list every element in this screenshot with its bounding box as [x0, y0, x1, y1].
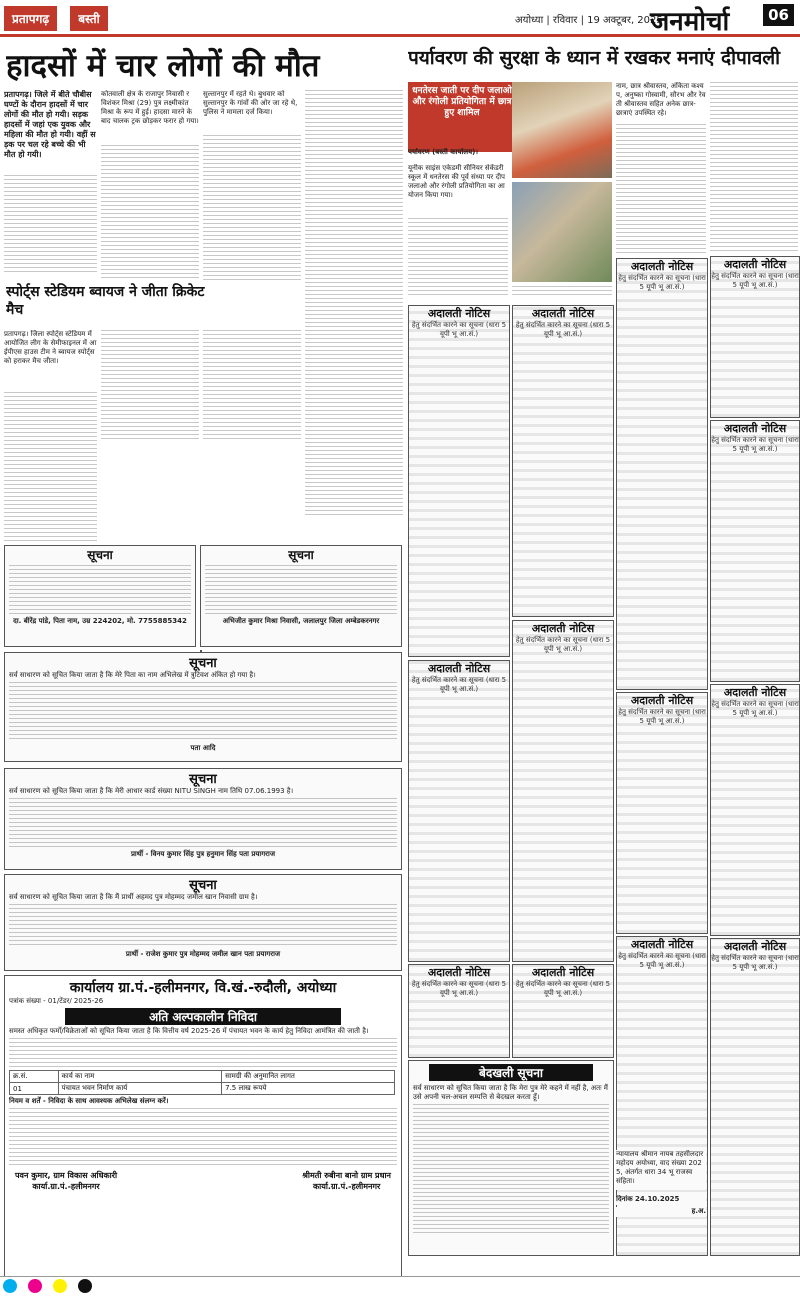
- story-diwali-right-body: [616, 124, 706, 254]
- tender-row-sn: 01: [10, 1083, 59, 1095]
- story-cricket-body-2: [101, 330, 199, 440]
- court-notice-13-title: अदालती नोटिस: [427, 966, 491, 979]
- court-notice-1-sub: हेतु संदर्भित कारने का सूचना (धारा 5 यूपी भू आ.सं.): [411, 321, 507, 338]
- tender-sig-secretary-office: कार्या.ग्रा.पं.-हलीमनगर: [32, 1182, 100, 1191]
- court-notice-12: [512, 964, 614, 1058]
- story-headline-cricket: स्पोर्ट्स स्टेडियम ब्वायज ने जीता क्रिकेट मैच: [6, 284, 205, 318]
- story-cricket-text: प्रतापगढ़। जिला स्पोर्ट्स स्टेडियम में आयोजित लीग के सेमीफाइनल में आईपीएस हाउस टीम ने ब्वायज स्पोर्ट्स को हराकर मैच जीता।: [4, 330, 97, 365]
- court-notice-date: दिनांक 24.10.2025: [616, 1195, 706, 1205]
- newspaper-logo: जनमोर्चा: [650, 7, 730, 34]
- wide-notice-1-title: सूचना: [189, 656, 217, 671]
- story-column-3: सुल्तानपुर में रहते थे। बुधवार को सुल्तानपुर के गांवों की ओर जा रहे थे, पुलिस ने मामला दर्ज किया।: [203, 90, 298, 116]
- tender-body: समस्त अधिकृत फर्मों/विक्रेताओं को सूचित किया जाता है कि वित्तीय वर्ष 2025-26 में पंचायत भवन के कार्य हेतु निविदा आमंत्रित की जाती है।: [9, 1027, 369, 1035]
- court-notice-8-title: अदालती नोटिस: [630, 694, 694, 707]
- court-notice-9-title: अदालती नोटिस: [723, 686, 787, 699]
- tender-row-work: पंचायत भवन निर्माण कार्य: [58, 1083, 222, 1095]
- tender-body-fill: [9, 1038, 397, 1068]
- eviction-title: बेदखली सूचना: [429, 1064, 593, 1081]
- story-diwali-right-text: नाम, छात्र श्रीवास्तव, अंकिता कश्यप, अनुष्का गोस्वामी, सौरभ और रेवती श्रीवास्तव सहित अनेक छात्र-छात्राएं उपस्थित रहे।: [616, 82, 706, 117]
- notice-title-right: सूचना: [288, 548, 314, 562]
- story-diwali-ribbon: धनतेरस जाती पर दीप जलाओ और रंगोली प्रतियोगिता में छात्र हुए शामिल: [408, 82, 516, 152]
- story-diwali-byline: पर्यावरण (बस्ती कार्यालय)।: [408, 148, 478, 156]
- eviction-text: सर्व साधारण को सूचित किया जाता है कि मेरा पुत्र मेरे कहने में नहीं है, अतः मैं उसे अपनी चल-अचल सम्पत्ति से बेदखल करता हूँ।: [413, 1084, 608, 1101]
- court-notice-4: [710, 256, 800, 418]
- wide-notice-1-text: सर्व साधारण को सूचित किया जाता है कि मेरे पिता का नाम अभिलेख में त्रुटिवश अंकित हो गया है।: [9, 671, 256, 679]
- story-diwali-body-2: [512, 286, 612, 298]
- story-column-1: प्रतापगढ़। जिले में बीते चौबीस घण्टों के दौरान हादसों में चार लोगों की मौत हो गयी। सड़क हादसों में जहां एक युवक और महिला की मौत हो गयी। वहीं सड़क पर चल रहे बच्चे की भी मौत हो गयी।: [4, 90, 96, 159]
- court-notice-11-title: अदालती नोटिस: [723, 940, 787, 953]
- tender-col-sn: क्र.सं.: [10, 1071, 59, 1083]
- tender-sig-secretary: पवन कुमार, ग्राम विकास अधिकारी: [15, 1171, 118, 1180]
- story-column-2-body: [101, 145, 199, 280]
- eviction-body: [413, 1104, 609, 1234]
- header-rule: [0, 34, 800, 37]
- story-headline-accidents: हादसों में चार लोगों की मौत: [6, 48, 320, 84]
- notice-box-left: [4, 545, 196, 647]
- court-notice-1: [408, 305, 510, 657]
- court-notice-4-title: अदालती नोटिस: [723, 258, 787, 271]
- story-cricket-body: [4, 392, 97, 542]
- tender-rules-fill: [9, 1108, 397, 1168]
- masthead: [405, 0, 800, 34]
- wide-notice-1-body: [9, 682, 397, 742]
- court-notice-13: [408, 964, 510, 1058]
- court-notice-6: [408, 660, 510, 962]
- cyan-mark-icon: [3, 1279, 17, 1293]
- court-notice-1-title: अदालती नोटिस: [427, 307, 491, 320]
- court-notice-12-title: अदालती नोटिस: [531, 966, 595, 979]
- wide-notice-1-sig: पता आदि: [190, 744, 216, 752]
- story-diwali-body: [408, 218, 508, 298]
- notice-box-right: [200, 545, 402, 647]
- court-notice-7-title: अदालती नोटिस: [531, 622, 595, 635]
- court-notice-5-sub: हेतु संदर्भित कारने का सूचना (धारा 5 यूपी भू आ.सं.): [711, 436, 799, 453]
- court-notice-9-sub: हेतु संदर्भित कारने का सूचना (धारा 5 यूपी भू आ.सं.): [711, 700, 799, 717]
- magenta-mark-icon: [28, 1279, 42, 1293]
- wide-notice-3-body: [9, 904, 397, 948]
- section-tag-pratapgarh: प्रतापगढ़: [4, 6, 57, 31]
- story-column-2: कोतवाली क्षेत्र के राजापुर निवासी रविशंकर मिश्रा (29) पुत्र लक्ष्मीकांत मिश्रा के रूप में हुई। हादसा मारने के बाद चालक ट्रक छोड़कर फरार हो गया।: [101, 90, 199, 125]
- wide-notice-3-text: सर्व साधारण को सूचित किया जाता है कि मैं प्रार्थी अहमद पुत्र मोहम्मद जमील खान निवासी ग्राम है।: [9, 893, 258, 901]
- tender-sig-pradhan-office: कार्या.ग्रा.पं.-हलीमनगर: [313, 1182, 381, 1191]
- tender-ref: पत्रांक संख्या - 01/टेंडर/ 2025-26: [9, 997, 104, 1005]
- court-notice-8-sub: हेतु संदर्भित कारने का सूचना (धारा 5 यूपी भू आ.सं.): [618, 708, 706, 725]
- tender-col-material: सामग्री की अनुमानित लागत: [222, 1071, 395, 1083]
- court-notice-5: [710, 420, 800, 682]
- tender-rules: नियम व शर्तें - निविदा के साथ आवश्यक अभिलेख संलग्न करें।: [9, 1097, 169, 1105]
- wide-notice-2-body: [9, 798, 397, 848]
- wide-notice-2: [4, 768, 402, 870]
- tender-table: [9, 1070, 395, 1095]
- story-column-1-body: [4, 175, 97, 275]
- tender-title: अति अल्पकालीन निविदा: [65, 1008, 341, 1025]
- tender-notice: [4, 975, 402, 1277]
- court-notice-7: [512, 620, 614, 962]
- tender-col-work: कार्य का नाम: [58, 1071, 222, 1083]
- tender-office: कार्यालय ग्रा.पं.-हलीमनगर, वि.खं.-रुदौली, अयोध्या: [69, 980, 337, 996]
- court-notice-2-title: अदालती नोटिस: [531, 307, 595, 320]
- court-notice-5-title: अदालती नोटिस: [723, 422, 787, 435]
- court-notice-13-sub: हेतु संदर्भित कारने का सूचना (धारा 5 यूपी भू आ.सं.): [411, 980, 507, 997]
- story-diwali-right-body-2: [710, 82, 798, 252]
- tender-row-amount: 7.5 लाख रूपये: [222, 1083, 395, 1095]
- wide-notice-3-title: सूचना: [189, 878, 217, 893]
- eviction-notice: [408, 1060, 614, 1256]
- tender-sig-pradhan: श्रीमती रुबीना बानो ग्राम प्रधान: [302, 1171, 391, 1180]
- court-notice-11-sub: हेतु संदर्भित कारने का सूचना (धारा 5 यूपी भू आ.सं.): [711, 954, 799, 971]
- section-header-left: [0, 0, 405, 34]
- story-diwali-text: यूनीक साइंस एकेडमी सीनियर सेकेंडरी स्कूल में धनतेरस की पूर्व संध्या पर दीप जलाओ और रंगोली प्रतियोगिता का आयोजन किया गया।: [408, 164, 506, 199]
- dateline: अयोध्या | रविवार | 19 अक्टूबर, 2025: [515, 15, 663, 26]
- page-number: 06: [763, 4, 794, 26]
- court-notice-body-sample: न्यायालय श्रीमान नायब तहसीलदार महोदय अयोध्या, वाद संख्या 2025, अंतर्गत धारा 34 भू राजस्व संहिता।: [616, 1150, 706, 1190]
- court-notice-2-sub: हेतु संदर्भित कारने का सूचना (धारा 5 यूपी भू आ.सं.): [515, 321, 611, 338]
- court-notice-6-title: अदालती नोटिस: [427, 662, 491, 675]
- wide-notice-2-text: सर्व साधारण को सूचित किया जाता है कि मेरी आधार कार्ड संख्या NITU SINGH नाम तिथि 07.06.1993 है।: [9, 787, 294, 795]
- court-notice-sign: ह.अ.: [616, 1207, 706, 1217]
- wide-notice-3: [4, 874, 402, 971]
- black-mark-icon: [78, 1279, 92, 1293]
- section-tag-basti: बस्ती: [70, 6, 107, 31]
- wide-notice-2-sig: प्रार्थी - विनय कुमार सिंह पुत्र हनुमान सिंह पता प्रयागराज: [130, 850, 276, 858]
- story-headline-diwali: पर्यावरण की सुरक्षा के ध्यान में रखकर मनाएं दीपावली: [408, 47, 781, 69]
- yellow-mark-icon: [53, 1279, 67, 1293]
- wide-notice-2-title: सूचना: [189, 772, 217, 787]
- story-column-4-body: [305, 90, 403, 515]
- court-notice-8: [616, 692, 708, 934]
- court-notice-10-sub: हेतु संदर्भित कारने का सूचना (धारा 5 यूपी भू आ.सं.): [618, 952, 706, 969]
- students-diya-photo: [512, 82, 612, 178]
- court-notice-3-title: अदालती नोटिस: [630, 260, 694, 273]
- court-notice-9: [710, 684, 800, 936]
- court-notice-4-sub: हेतु संदर्भित कारने का सूचना (धारा 5 यूपी भू आ.सं.): [711, 272, 799, 289]
- court-notice-7-sub: हेतु संदर्भित कारने का सूचना (धारा 5 यूपी भू आ.सं.): [515, 636, 611, 653]
- notice-left-signature: दा. बीरेंद्र पांडे, पिता नाम, उम्र 224202, मो. 7755885342: [13, 617, 187, 625]
- court-notice-11: [710, 938, 800, 1256]
- notice-title-left: सूचना: [87, 548, 113, 562]
- print-registration-strip: [0, 1276, 800, 1296]
- rangoli-photo: [512, 182, 612, 282]
- court-notice-10-title: अदालती नोटिस: [630, 938, 694, 951]
- notice-right-signature: अभिजीत कुमार मिश्रा निवासी, जलालपुर जिला अम्बेडकरनगर: [222, 617, 380, 625]
- notice-left-body: [9, 565, 191, 615]
- story-column-3-body: [203, 135, 301, 280]
- court-notice-12-sub: हेतु संदर्भित कारने का सूचना (धारा 5 यूपी भू आ.सं.): [515, 980, 611, 997]
- court-notice-6-sub: हेतु संदर्भित कारने का सूचना (धारा 5 यूपी भू आ.सं.): [411, 676, 507, 693]
- wide-notice-1: [4, 652, 402, 762]
- court-notice-3-sub: हेतु संदर्भित कारने का सूचना (धारा 5 यूपी भू आ.सं.): [618, 274, 706, 291]
- court-notice-3: [616, 258, 708, 690]
- court-notice-2: [512, 305, 614, 617]
- notice-right-body: [205, 565, 397, 615]
- story-cricket-body-3: [203, 330, 301, 440]
- wide-notice-3-sig: प्रार्थी - राजेश कुमार पुत्र मोहम्मद जमील खान पता प्रयागराज: [125, 950, 281, 958]
